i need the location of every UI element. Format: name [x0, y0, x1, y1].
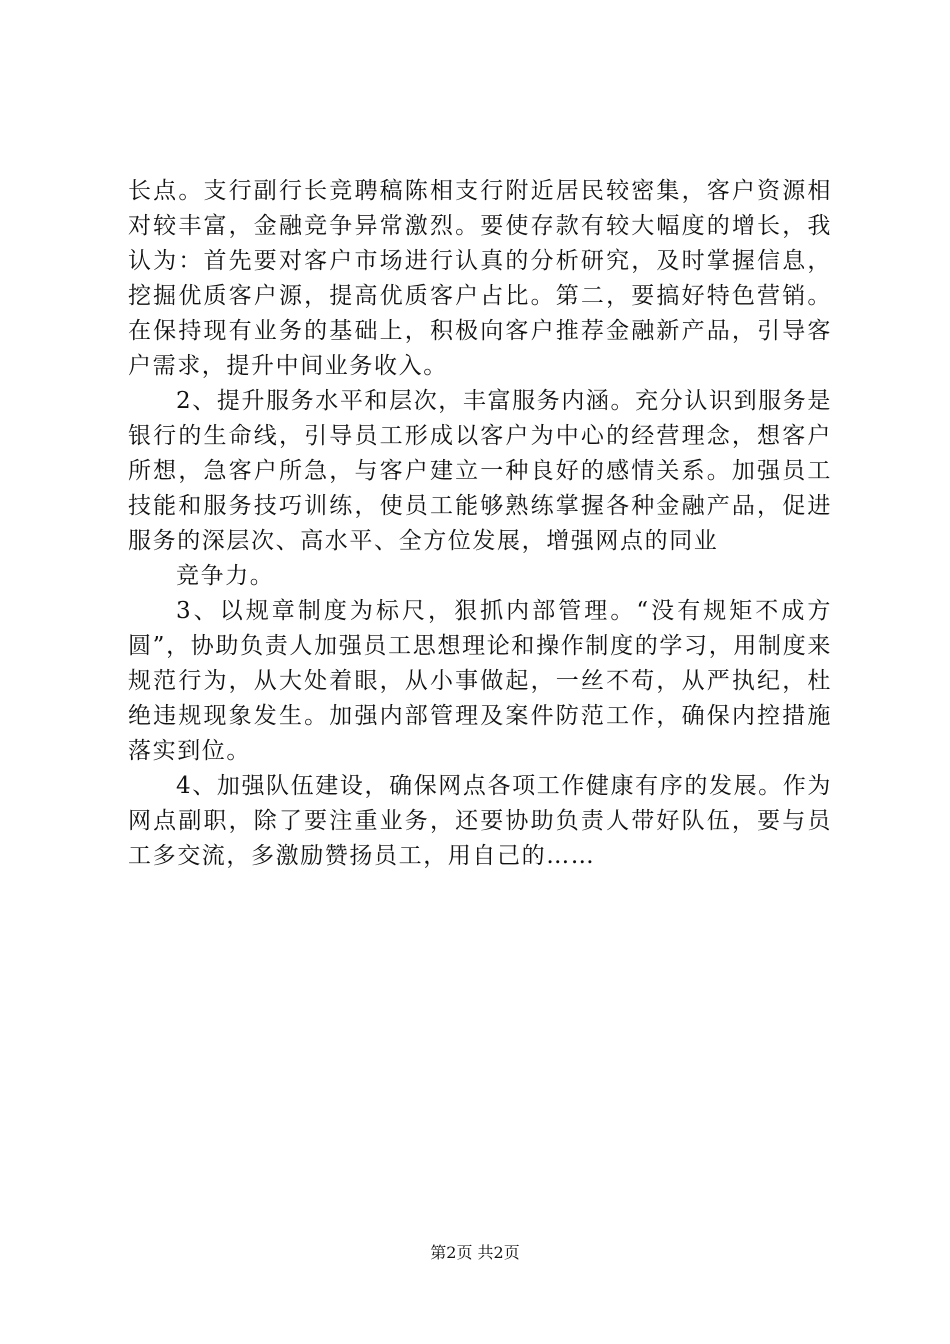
- paragraph-4: 3、以规章制度为标尺，狠抓内部管理。“没有规矩不成方圆”，协助负责人加强员工思想理论和操作制度的学习，用制度来规范行为，从大处着眼，从小事做起，一丝不苟，从严执纪，杜绝违规现象发生。加强内部管理及案件防范工作，确保内控措施落实到位。: [128, 598, 832, 764]
- paragraph-1: 长点。支行副行长竞聘稿陈相支行附近居民较密集，客户资源相对较丰富，金融竞争异常激烈。要使存款有较大幅度的增长，我认为：首先要对客户市场进行认真的分析研究，及时掌握信息，挖掘优质客户源，提高优质客户占比。第二，要搞好特色营销。在保持现有业务的基础上，积极向客户推荐金融新产品，引导客户需求，提升中间业务收入。: [128, 178, 832, 379]
- paragraph-2: 2、提升服务水平和层次，丰富服务内涵。充分认识到服务是银行的生命线，引导员工形成以客户为中心的经营理念，想客户所想，急客户所急，与客户建立一种良好的感情关系。加强员工技能和服务技巧训练，使员工能够熟练掌握各种金融产品，促进服务的深层次、高水平、全方位发展，增强网点的同业: [128, 388, 832, 554]
- paragraph-5: 4、加强队伍建设，确保网点各项工作健康有序的发展。作为网点副职，除了要注重业务，还要协助负责人带好队伍，要与员工多交流，多激励赞扬员工，用自己的……: [128, 773, 832, 869]
- paragraph-3: 竞争力。: [176, 563, 275, 589]
- document-body: [128, 174, 832, 874]
- page-footer: 第2页 共2页: [430, 1243, 520, 1262]
